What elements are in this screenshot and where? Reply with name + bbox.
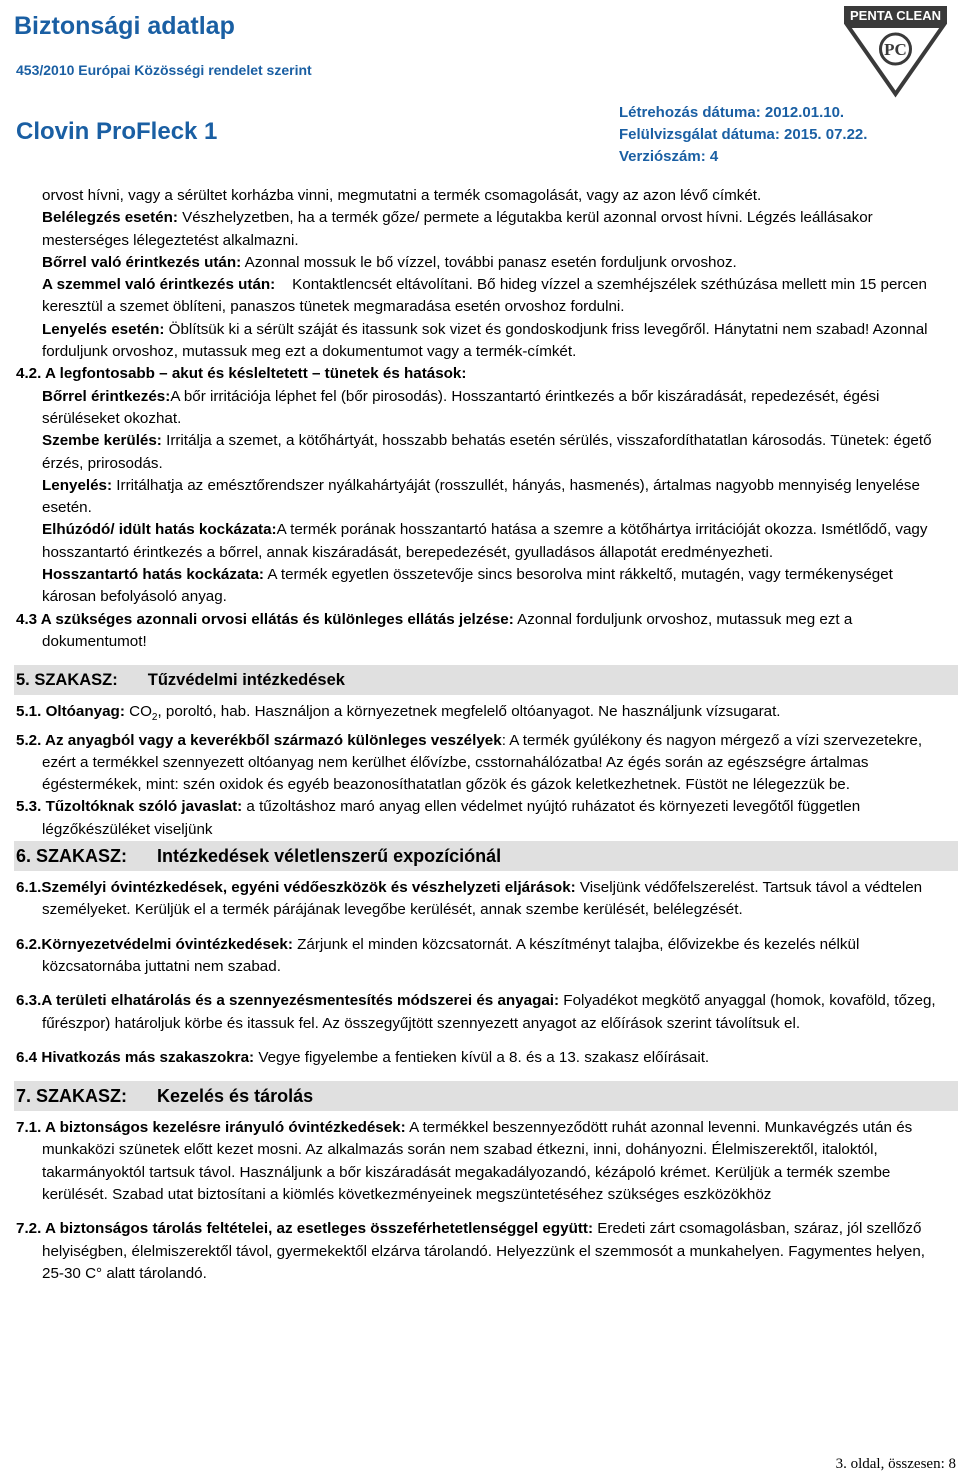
eye-label: A szemmel való érintkezés után: — [42, 276, 276, 294]
section-6-1: 6.1.Személyi óvintézkedések, egyéni védőeszközök és vészhelyzeti eljárások: Viseljünk védőfelszerelést. Tartsuk távol a védtelen személyeket. Kerüljük el a termék párájának levegőbe kerülését, annak szembe kerülését, belélegzését. — [16, 879, 923, 919]
first-aid-inhalation: Belélegzés esetén: Vészhelyzetben, ha a termék gőze/ permete a légutakba kerül azonnal orvost hívni. Légzés leállásakor mesterséges lélegeztetést alkalmazni. — [42, 209, 873, 249]
regulation-line: 453/2010 Európai Közösségi rendelet szerint — [16, 62, 312, 78]
symptom-skin: Bőrrel érintkezés:A bőr irritációja léphet fel (bőr pirosodás). Hosszantartó érintkezés a bőr kiszáradását, repedezését, égési sérüléseket okozhat. — [42, 387, 880, 427]
svg-text:PC: PC — [884, 40, 907, 59]
first-aid-ingestion: Lenyelés esetén: Öblítsük ki a sérült száját és itassunk sok vizet és gondoskodjunk friss levegőről. Hánytatni nem szabad! Azonnal forduljunk orvoshoz, mutassuk meg ezt a dokumentumot vagy a termék-címkét. — [42, 320, 928, 361]
first-aid-skin: Bőrrel való érintkezés után: Azonnal mossuk le bő vízzel, további panasz esetén forduljunk orvoshoz. — [42, 253, 737, 271]
symptom-long-term: Hosszantartó hatás kockázata: A termék egyetlen összetevője sincs besorolva mint rákkeltő, mutagén, vagy termékenységet károsan befolyásoló anyag. — [42, 566, 893, 606]
section-4-2-heading: 4.2. A legfontosabb – akut és késleltetett – tünetek és hatások: — [16, 365, 467, 383]
ingestion-label: Lenyelés esetén: — [42, 320, 165, 338]
section-7-heading: 7. SZAKASZ: Kezelés és tárolás — [14, 1081, 958, 1111]
section-4-3: 4.3 A szükséges azonnali orvosi ellátás és különleges ellátás jelzése: Azonnal forduljunk orvoshoz, mutassuk meg ezt a dokumentumot! — [16, 610, 853, 650]
section-6-3: 6.3.A területi elhatárolás és a szennyezésmentesítés módszerei és anyagai: Folyadékot megkötő anyaggal (homok, kovaföld, tőzeg, fűrészpor) határoljuk körbe és itassuk fel. Az összegyűjtött szennyezett anyagot az előírások szerint távolítsuk el. — [16, 992, 936, 1032]
section-5-heading: 5. SZAKASZ: Tűzvédelmi intézkedések — [14, 665, 958, 695]
penta-clean-logo — [838, 2, 953, 98]
page-number: 3. oldal, összesen: 8 — [835, 1456, 956, 1472]
creation-date: Létrehozás dátuma: 2012.01.10. — [619, 104, 845, 121]
document-title: Biztonsági adatlap — [14, 12, 235, 40]
revision-info — [619, 102, 867, 168]
symptom-chronic: Elhúzódó/ idült hatás kockázata:A termék porának hosszantartó hatása a szemre a kötőhártya irritációját okozza. Ismétlődő, vagy hosszantartó érintkezés a bőrrel, annak kiszáradását, berepedezését, gyulladásos állapotát eredményezheti. — [42, 521, 928, 561]
page-header — [0, 0, 960, 180]
section-5-1: 5.1. Oltóanyag: $CO_2$, poroltó, hab. Használjon a környezetnek megfelelő oltóanyagot. Ne használjunk vízsugarat. — [16, 703, 781, 724]
first-aid-eye: A szemmel való érintkezés után: Kontaktlencsét eltávolítani. Bő hideg vízzel a szemhéjszélek széthúzása mellett min 15 percen keresztül a szemet öblíteni, panaszos tünetek megmaradása esetén orvoshoz fordulni. — [42, 276, 932, 316]
section-6-4: 6.4 Hivatkozás más szakaszokra: Vegye figyelembe a fentieken kívül a 8. és a 13. szakasz előírásait. — [16, 1048, 710, 1066]
symptom-eye: Szembe kerülés: Irritálja a szemet, a kötőhártyát, hosszabb behatás esetén sérülés, visszafordíthatatlan károsodás. Tünetek: égető érzés, prirosodás. — [42, 432, 932, 472]
section-5-2: 5.2. Az anyagból vagy a keverékből származó különleges veszélyek: A termék gyúlékony és nagyon mérgező a vízi szervezetekre, ezért a termékkel szennyezett oltóanyag nem kerülhet élővízbe, csstornahálózatba! Az égés során az egészségre ártalmas égéstermékek, mint: szén oxidok és egyéb beazonosíthatatlan gőzök és gázok keletkezhetnek. Füstöt ne lélegezzük be. — [16, 731, 923, 794]
product-name: Clovin ProFleck 1 — [16, 118, 218, 145]
section-7-1: 7.1. A biztonságos kezelésre irányuló óvintézkedések: A termékkel beszennyeződött ruhát azonnal levenni. Munkavégzés után és munkaközi szünetek előtt kezet mosni. Az alkalmazás során nem szabad étkezni, inni, dohányozni. Élelmiszerektől, italoktól, takarmányoktól tartsuk távol. Használjunk a bőr kiszáradását megakadályozandó, kézápoló krémet. Kerüljük a termék szembe kerülését. Szabad utat biztosítani a kiömlés következményeinek megszüntetéséhez szükséges eszközökhöz — [16, 1119, 913, 1204]
skin-label: Bőrrel való érintkezés után: — [42, 253, 242, 271]
section-7-2: 7.2. A biztonságos tárolás feltételei, az esetleges összeférhetetlenséggel együtt: Eredeti zárt csomagolásban, száraz, jól szellőző helyiségben, élelmiszerektől távol, gyermekektől elzárva tárolandó. Helyezzünk el szemmosót a munkahelyen. Fagymentes helyen, 25-30 C° alatt tárolandó. — [16, 1220, 925, 1282]
section-6-2: 6.2.Környezetvédelmi óvintézkedések: Zárjunk el minden közcsatornát. A készítményt talajba, élővizekbe és kezelés nélkül közcsatornába juttatni nem szabad. — [16, 935, 860, 975]
symptom-ingestion: Lenyelés: Irritálhatja az emésztőrendszer nyálkahártyáját (rosszullét, hányás, hasmenés), ártalmas nagyobb mennyiség lenyelése esetén. — [42, 476, 920, 517]
version-number: Verziószám: 4 — [619, 148, 719, 165]
section-6-heading: 6. SZAKASZ: Intézkedések véletlenszerű expozíciónál — [14, 841, 958, 871]
section-5-3: 5.3. Tűzoltóknak szóló javaslat: a tűzoltáshoz maró anyag ellen védelmet nyújtó ruházatot és környezeti levegőtől független légzőkészüléket viseljünk — [16, 798, 861, 838]
review-date: Felülvizsgálat dátuma: 2015. 07.22. — [619, 126, 868, 143]
first-aid-intro: orvost hívni, vagy a sérültet korházba vinni, megmutatni a termék csomagolását, vagy az azon lévő címkét. — [42, 187, 762, 204]
inhalation-label: Belélegzés esetén: — [42, 209, 178, 227]
document-body — [0, 185, 960, 1285]
svg-text:PENTA CLEAN: PENTA CLEAN — [850, 8, 941, 23]
